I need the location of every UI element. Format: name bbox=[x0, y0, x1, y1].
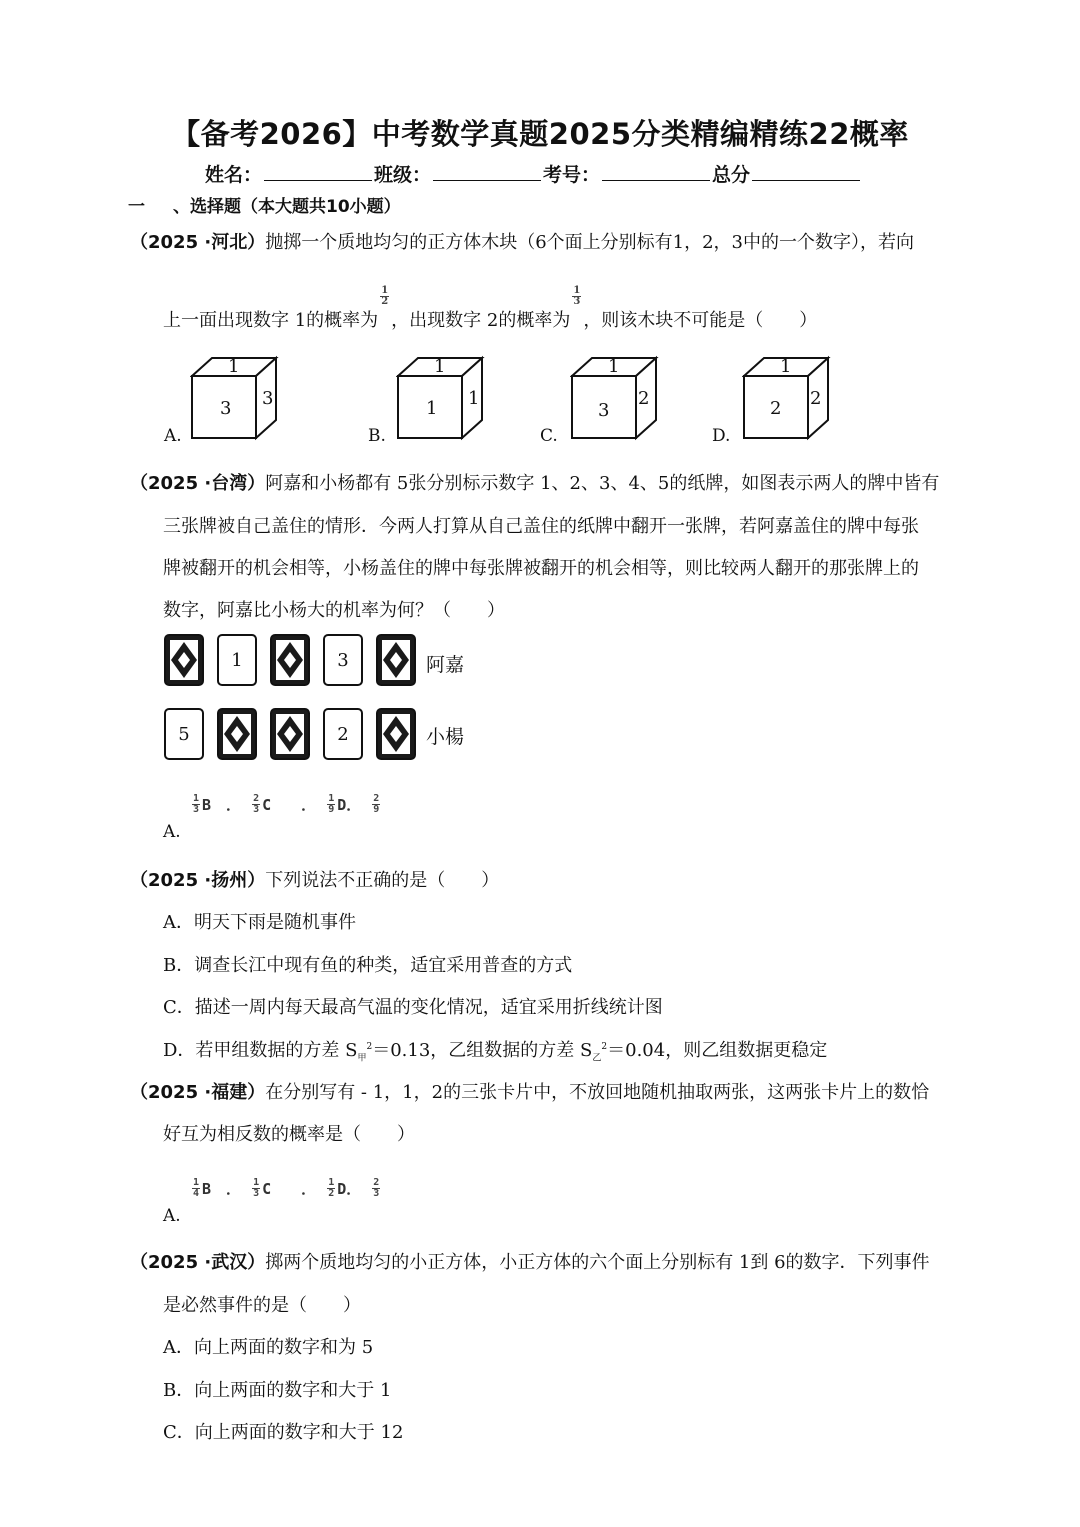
q1-option-b-label: B. bbox=[368, 426, 386, 446]
q1-cube-c-front: 3 bbox=[598, 400, 610, 421]
q4-answer-a-label: A. bbox=[163, 1206, 181, 1226]
page-title: 【备考2026】中考数学真题2025分类精编精练22概率 bbox=[171, 117, 909, 151]
q5-text1: 掷两个质地均匀的小正方体，小正方体的六个面上分别标有 1到 6的数字．下列事件 bbox=[265, 1252, 930, 1273]
q3-option-d: D．若甲组数据的方差 $S_甲^2=0.13$，乙组数据的方差 $S_乙^2=0.04$，则乙组数据更稳定 bbox=[163, 1040, 828, 1064]
q1-cube-b-front: 1 bbox=[426, 398, 438, 419]
q2-answer-a-label: A. bbox=[163, 822, 181, 842]
q2-source: （2025 ·台湾） bbox=[130, 473, 266, 494]
q1-cube-c-side: 2 bbox=[638, 388, 650, 409]
q1-fraction-2: $\frac{1}{3}$ bbox=[573, 285, 581, 307]
q2-line3: 牌被翻开的机会相等，小杨盖住的牌中每张牌被翻开的机会相等，则比较两人翻开的那张牌上的 bbox=[163, 558, 919, 579]
section-index: 一 bbox=[128, 197, 145, 217]
q2-line4: 数字，阿嘉比小杨大的机率为何？（ ） bbox=[163, 600, 505, 621]
q2-row1-label: 阿嘉 bbox=[426, 654, 465, 676]
q4-source: （2025 ·福建） bbox=[130, 1082, 266, 1103]
q1-option-c-label: C. bbox=[540, 426, 558, 446]
q5-option-c: C．向上两面的数字和大于 12 bbox=[163, 1422, 404, 1443]
q5-line2: 是必然事件的是（ ） bbox=[163, 1295, 361, 1316]
q2-line1 bbox=[130, 469, 939, 495]
q1-text2b: ，出现数字 2的概率为 bbox=[391, 310, 571, 331]
q1-cube-d-front: 2 bbox=[770, 398, 782, 419]
q4-line2: 好互为相反数的概率是（ ） bbox=[163, 1124, 415, 1145]
xiaoyang-card-facedown bbox=[270, 708, 310, 760]
q1-cube-d-side: 2 bbox=[810, 388, 822, 409]
section-title: 、选择题（本大题共10小题） bbox=[173, 197, 401, 217]
q1-cube-a-front: 3 bbox=[220, 398, 232, 419]
q2-answer-options: $\frac{1}{3}$ B ． $\frac{2}{3}$ C ． $\frac{1}{9}$ D． $\frac{2}{9}$ bbox=[193, 793, 380, 815]
q1-fraction-1: $\frac{1}{2}$ bbox=[381, 285, 389, 307]
ajia-card-number: 1 bbox=[231, 649, 243, 671]
q3-option-b: B．调查长江中现有鱼的种类，适宜采用普查的方式 bbox=[163, 955, 573, 976]
q2-text1: 阿嘉和小杨都有 5张分别标示数字 1、2、3、4、5的纸牌，如图表示两人的牌中皆有 bbox=[265, 473, 940, 494]
ajia-card-number: 3 bbox=[337, 649, 349, 671]
q5-line1 bbox=[130, 1248, 930, 1274]
q5-source: （2025 ·武汉） bbox=[130, 1252, 266, 1273]
class-label: 班级： bbox=[374, 164, 432, 186]
q5-option-a: A．向上两面的数字和为 5 bbox=[163, 1337, 374, 1358]
q1-text1: 抛掷一个质地均匀的正方体木块（6个面上分别标有1，2，3中的一个数字），若向 bbox=[265, 232, 915, 253]
q1-text2c: ，则该木块不可能是（ ） bbox=[583, 310, 818, 331]
ajia-card-faceup bbox=[323, 634, 363, 686]
xiaoyang-card-number: 5 bbox=[178, 723, 190, 745]
q2-row2-label: 小楊 bbox=[426, 726, 465, 748]
q4-text1: 在分别写有 - 1，1，2的三张卡片中，不放回地随机抽取两张，这两张卡片上的数恰 bbox=[265, 1082, 930, 1103]
ajia-card-faceup bbox=[217, 634, 257, 686]
ajia-card-facedown bbox=[270, 634, 310, 686]
q1-text2a: 上一面出现数字 1的概率为 bbox=[163, 310, 379, 331]
q1-cube-options bbox=[160, 352, 920, 448]
ajia-card-facedown bbox=[164, 634, 204, 686]
name-blank bbox=[264, 162, 372, 181]
xiaoyang-card-facedown bbox=[217, 708, 257, 760]
class-blank bbox=[433, 162, 541, 181]
score-blank bbox=[752, 162, 860, 181]
q3-option-a: A．明天下雨是随机事件 bbox=[163, 912, 356, 933]
xiaoyang-card-faceup bbox=[323, 708, 363, 760]
xiaoyang-card-facedown bbox=[376, 708, 416, 760]
q1-option-d-label: D. bbox=[712, 426, 731, 446]
q2-line2: 三张牌被自己盖住的情形．今两人打算从自己盖住的纸牌中翻开一张牌，若阿嘉盖住的牌中每张 bbox=[163, 516, 919, 537]
q4-line1 bbox=[130, 1078, 929, 1104]
name-label: 姓名： bbox=[205, 164, 263, 186]
q1-line1 bbox=[130, 228, 914, 254]
q1-cube-a-top: 1 bbox=[228, 356, 240, 377]
q3-option-c: C．描述一周内每天最高气温的变化情况，适宜采用折线统计图 bbox=[163, 997, 663, 1018]
section-heading bbox=[128, 192, 401, 217]
id-blank bbox=[602, 162, 710, 181]
q1-cube-a-side: 3 bbox=[262, 388, 274, 409]
ajia-card-facedown bbox=[376, 634, 416, 686]
q1-line2 bbox=[163, 285, 818, 331]
q3-source: （2025 ·扬州） bbox=[130, 870, 266, 891]
score-label: 总分 bbox=[712, 164, 751, 186]
q1-cube-d-top: 1 bbox=[780, 356, 792, 377]
q1-source: （2025 ·河北） bbox=[130, 232, 266, 253]
q5-option-b: B．向上两面的数字和大于 1 bbox=[163, 1380, 392, 1401]
q4-answer-options: $\frac{1}{4}$ B ． $\frac{1}{3}$ C ． $\frac{1}{2}$ D． $\frac{2}{3}$ bbox=[193, 1177, 380, 1199]
q3-text: 下列说法不正确的是（ ） bbox=[265, 870, 500, 891]
q1-cube-c-top: 1 bbox=[608, 356, 620, 377]
q1-cube-b-top: 1 bbox=[434, 356, 446, 377]
q1-option-a-label: A. bbox=[164, 426, 182, 446]
xiaoyang-card-number: 2 bbox=[337, 723, 349, 745]
id-label: 考号： bbox=[543, 164, 601, 186]
q1-cube-b-side: 1 bbox=[468, 388, 480, 409]
student-info-line bbox=[205, 160, 862, 187]
q3-line1 bbox=[130, 866, 499, 892]
xiaoyang-card-faceup bbox=[164, 708, 204, 760]
